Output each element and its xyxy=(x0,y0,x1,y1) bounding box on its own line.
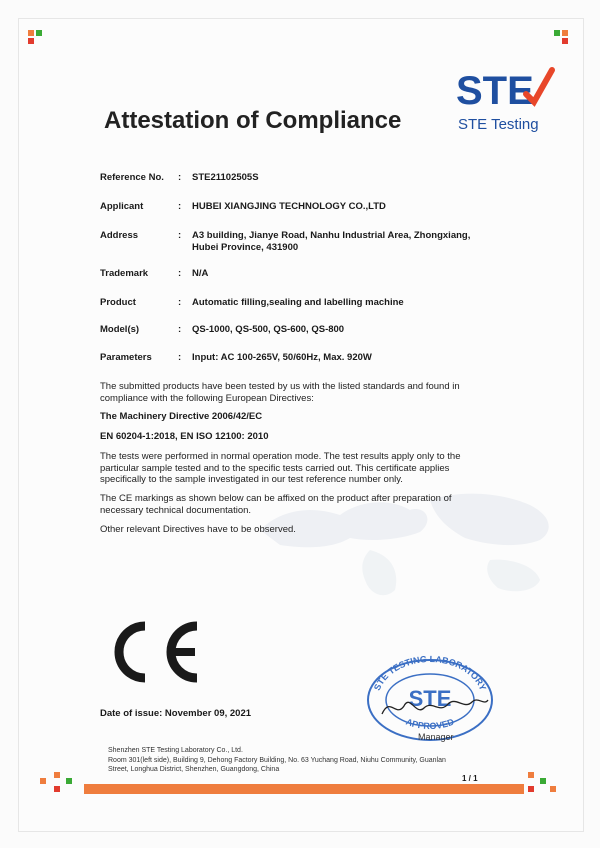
field-value: N/A xyxy=(192,268,209,279)
stamp-center-text: STE xyxy=(408,686,452,711)
field-label: Trademark xyxy=(100,268,149,279)
field-label: Model(s) xyxy=(100,324,140,335)
ce-paragraph: The CE markings as shown below can be affixed on the product after preparation of necessary technical documentation. xyxy=(100,493,452,516)
issue-date: Date of issue: November 09, 2021 xyxy=(100,708,252,719)
field-label: Reference No. xyxy=(100,172,164,183)
footer-orange-bar xyxy=(84,784,524,794)
field-label: Applicant xyxy=(100,201,144,212)
intro-paragraph: The submitted products have been tested by us with the listed standards and found in compliance with the following European Directives: xyxy=(100,381,460,404)
footer-address-line2: Street, Longhua District, Shenzhen, Guangdong, China xyxy=(108,766,280,773)
field-value: Input: AC 100-265V, 50/60Hz, Max. 920W xyxy=(192,352,372,363)
ce-mark-icon xyxy=(97,620,207,684)
laboratory-stamp xyxy=(360,648,500,744)
footer-address-line1: Room 301(left side), Building 9, Dehong Factory Building, No. 63 Yuchang Road, Niuhu Community, Guanlan xyxy=(108,757,446,764)
field-value: HUBEI XIANGJING TECHNOLOGY CO.,LTD xyxy=(192,201,386,212)
logo-text: STE xyxy=(456,69,534,113)
ste-logo xyxy=(448,60,558,140)
world-map-watermark xyxy=(250,470,570,610)
field-value: A3 building, Jianye Road, Nanhu Industrial Area, Zhongxiang, Hubei Province, 431900 xyxy=(192,230,471,253)
field-value: QS-1000, QS-500, QS-600, QS-800 xyxy=(192,324,345,335)
footer-company: Shenzhen STE Testing Laboratory Co., Ltd. xyxy=(108,747,243,754)
field-value: Automatic filling,sealing and labelling machine xyxy=(192,297,404,308)
tests-paragraph: The tests were performed in normal operation mode. The test results apply only to the particular sample tested and to the specific tests carried out. This certificate applies specifically to the sample investigated in our test reference number only. xyxy=(100,451,461,485)
ste-logo-mark xyxy=(448,60,558,120)
field-label: Parameters xyxy=(100,352,152,363)
page-title: Attestation of Compliance xyxy=(104,107,402,134)
stamp-ring-text: STE TESTING LABORATORY xyxy=(371,653,489,692)
manager-label: Manager xyxy=(418,732,454,742)
other-directives-paragraph: Other relevant Directives have to be observed. xyxy=(100,524,296,535)
directive-line: The Machinery Directive 2006/42/EC xyxy=(100,411,263,422)
field-label: Product xyxy=(100,297,136,308)
page-number: 1 / 1 xyxy=(462,774,478,783)
svg-text:APPROVED xyxy=(405,716,456,731)
logo-subtitle: STE Testing xyxy=(458,116,539,133)
stamp-bottom-text: APPROVED xyxy=(404,716,456,732)
standards-line: EN 60204-1:2018, EN ISO 12100: 2010 xyxy=(100,431,269,442)
field-value: STE21102505S xyxy=(192,172,259,183)
field-label: Address xyxy=(100,230,139,241)
